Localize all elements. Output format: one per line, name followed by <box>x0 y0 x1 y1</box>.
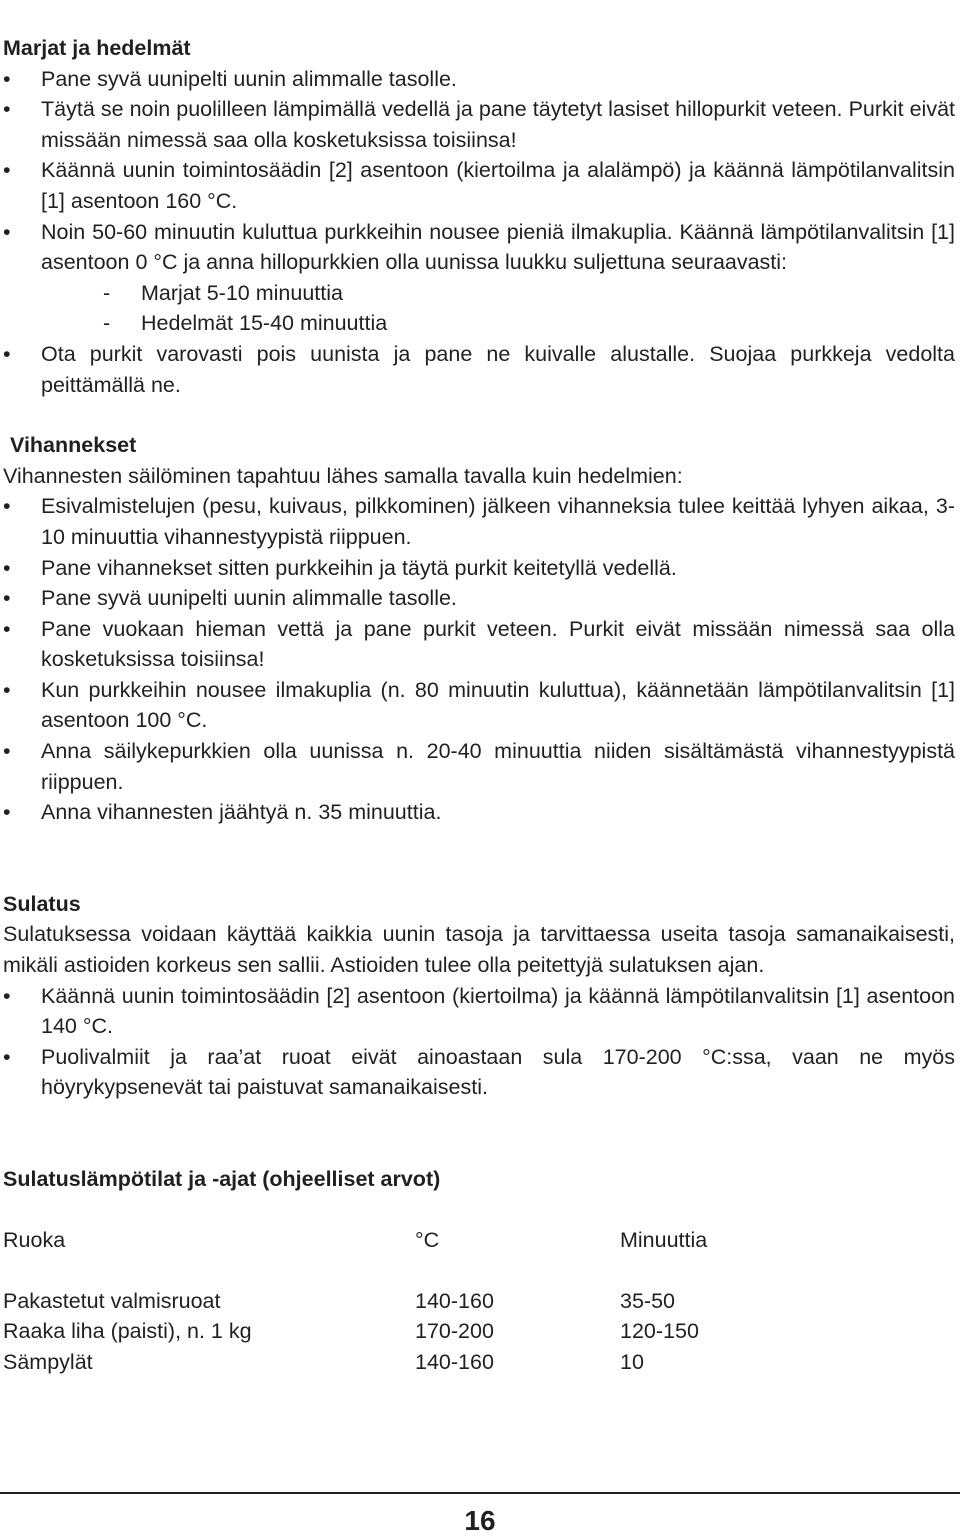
table-cell: 140-160 <box>415 1288 494 1313</box>
page-number: 16 <box>464 1505 496 1536</box>
sub-item-text: Hedelmät 15-40 minuuttia <box>141 311 388 336</box>
list-item: • Anna vihannesten jäähtyä n. 35 minuuttia. <box>3 797 955 828</box>
section-heading-defrost-table: Sulatuslämpötilat ja -ajat (ohjeelliset arvot) <box>3 1167 441 1191</box>
table-cell: Pakastetut valmisruoat <box>3 1288 221 1313</box>
sub-item-fruits <box>41 308 955 339</box>
list-item: • Pane vihannekset sitten purkkeihin ja täytä purkit keitetyllä vedellä. <box>3 553 955 584</box>
section-intro: Sulatuksessa voidaan käyttää kaikkia uunin tasoja ja tarvittaessa useita tasoja samanaikaisesti, mikäli astioiden korkeus sen sallii. Astioiden tulee olla peitettyjä sulatuksen ajan. <box>3 922 955 978</box>
table-row <box>3 1347 763 1378</box>
list-item-text: Noin 50-60 minuutin kuluttua purkkeihin nousee pieniä ilmakuplia. Käännä lämpötilanvalitsin [1] asentoon 0 °C ja anna hillopurkkien olla uunissa luukku suljettuna seuraavasti: <box>41 219 955 275</box>
list-item: • Ota purkit varovasti pois uunista ja pane ne kuivalle alustalle. Suojaa purkkeja vedolta peittämällä ne. <box>3 339 955 400</box>
list-item: • Puolivalmiit ja raa’at ruoat eivät ainoastaan sula 170-200 °C:ssa, vaan ne myös höyrykypsenevät tai paistuvat samanaikaisesti. <box>3 1042 955 1103</box>
table-cell: 10 <box>620 1349 644 1374</box>
column-header: °C <box>415 1227 440 1252</box>
list-item: • Käännä uunin toimintosäädin [2] asentoon (kiertoilma) ja käännä lämpötilanvalitsin [1] asentoon 140 °C. <box>3 981 955 1042</box>
section-heading-berries-fruits: Marjat ja hedelmät <box>3 36 191 60</box>
table-header-row <box>3 1225 763 1256</box>
table-cell: Raaka liha (paisti), n. 1 kg <box>3 1319 252 1344</box>
list-item: • Pane syvä uunipelti uunin alimmalle tasolle. <box>3 583 955 614</box>
table-cell: 120-150 <box>620 1319 699 1344</box>
column-header: Minuuttia <box>620 1227 708 1252</box>
table-row <box>3 1316 763 1347</box>
vegetables-list <box>3 491 955 828</box>
list-item: • Käännä uunin toimintosäädin [2] asentoon (kiertoilma ja alalämpö) ja käännä lämpötilanvalitsin [1] asentoon 160 °C. <box>3 155 955 216</box>
defrosting-list <box>3 981 955 1103</box>
table-cell: 35-50 <box>620 1288 675 1313</box>
column-header: Ruoka <box>3 1227 66 1252</box>
list-item: • Täytä se noin puolilleen lämpimällä vedellä ja pane täytetyt lasiset hillopurkit veteen. Purkit eivät missään nimessä saa olla kosketuksissa toisiinsa! <box>3 94 955 155</box>
spacer-row <box>3 1255 763 1286</box>
list-item: • Pane syvä uunipelti uunin alimmalle tasolle. <box>3 64 955 95</box>
section-intro: Vihannesten säilöminen tapahtuu lähes samalla tavalla kuin hedelmien: <box>3 463 683 488</box>
dash-marker: - <box>103 311 111 336</box>
table-cell: Sämpylät <box>3 1349 93 1374</box>
list-item: • Anna säilykepurkkien olla uunissa n. 20-40 minuuttia niiden sisältämästä vihannestyypistä riippuen. <box>3 736 955 797</box>
document-page <box>3 33 955 1378</box>
section-heading-defrosting: Sulatus <box>3 891 81 916</box>
list-item: • Pane vuokaan hieman vettä ja pane purkit veteen. Purkit eivät missään nimessä saa olla kosketuksissa toisiinsa! <box>3 614 955 675</box>
footer-divider <box>0 1492 960 1494</box>
defrost-times-table <box>3 1225 763 1378</box>
table-cell: 170-200 <box>415 1319 494 1344</box>
sub-item-text: Marjat 5-10 minuuttia <box>141 280 343 305</box>
berries-fruits-list <box>3 64 955 401</box>
section-heading-vegetables: Vihannekset <box>10 433 137 458</box>
dash-marker: - <box>103 280 111 305</box>
list-item <box>3 217 955 339</box>
list-item: • Kun purkkeihin nousee ilmakuplia (n. 80 minuutin kuluttua), käännetään lämpötilanvalitsin [1] asentoon 100 °C. <box>3 675 955 736</box>
table-row <box>3 1286 763 1317</box>
list-item: • Esivalmistelujen (pesu, kuivaus, pilkkominen) jälkeen vihanneksia tulee keittää lyhyen aikaa, 3-10 minuuttia vihannestyypistä riippuen. <box>3 491 955 552</box>
sub-item-berries <box>41 278 955 309</box>
table-cell: 140-160 <box>415 1349 494 1374</box>
